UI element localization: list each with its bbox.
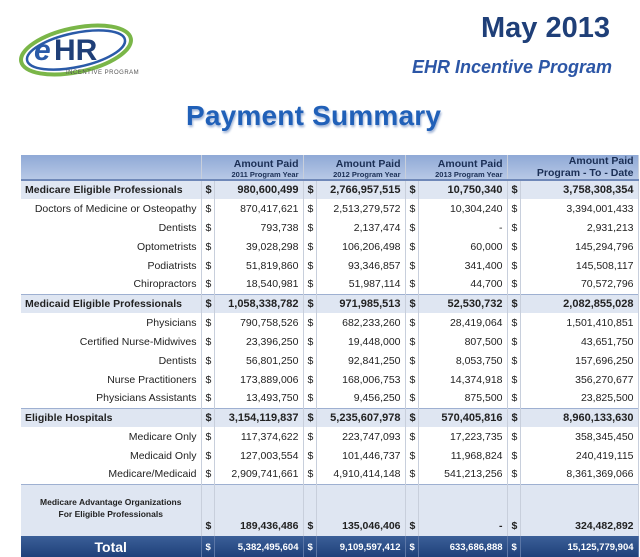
currency-symbol: $ [303,180,316,199]
column-header-line2: 2011 Program Year [231,170,299,179]
amount-cell: 2,909,741,661 [214,465,303,484]
currency-symbol: $ [201,294,214,313]
amount-cell: 10,304,240 [418,199,507,218]
currency-symbol: $ [507,536,520,557]
currency-symbol: $ [303,332,316,351]
column-header-line1: Amount Paid [233,158,299,170]
currency-symbol: $ [507,313,520,332]
amount-cell: 51,987,114 [316,275,405,294]
amount-cell: 127,003,554 [214,446,303,465]
amount-cell: 17,223,735 [418,427,507,446]
table-row [21,465,638,484]
total-amount-cell: 633,686,888 [418,536,507,557]
amount-cell: 92,841,250 [316,351,405,370]
svg-text:e: e [34,34,51,67]
ehr-logo [14,20,144,82]
amount-cell: 790,758,526 [214,313,303,332]
currency-symbol: $ [507,199,520,218]
row-label: Medicare Eligible Professionals [21,180,201,199]
advantage-row [21,484,638,536]
currency-symbol: $ [405,256,418,275]
column-header-line1: Amount Paid [437,158,503,170]
header-blank-cell [21,155,201,180]
amount-cell: - [418,484,507,536]
row-label: Dentists [21,351,201,370]
row-label: Medicare/Medicaid [21,465,201,484]
currency-symbol: $ [201,332,214,351]
amount-cell: - [418,218,507,237]
column-header-line1: Amount Paid [568,155,634,167]
amount-cell: 19,448,000 [316,332,405,351]
row-label: Medicaid Eligible Professionals [21,294,201,313]
amount-cell: 2,082,855,028 [520,294,638,313]
currency-symbol: $ [303,484,316,536]
amount-cell: 18,540,981 [214,275,303,294]
group-row [21,408,638,427]
amount-cell: 51,819,860 [214,256,303,275]
column-header-program-to-date [507,155,638,180]
row-label: Medicare Only [21,427,201,446]
currency-symbol: $ [201,218,214,237]
svg-text:HR: HR [54,34,98,67]
amount-cell: 28,419,064 [418,313,507,332]
group-row [21,180,638,199]
table-row [21,446,638,465]
currency-symbol: $ [405,536,418,557]
amount-cell: 2,513,279,572 [316,199,405,218]
amount-cell: 52,530,732 [418,294,507,313]
currency-symbol: $ [507,446,520,465]
table-row [21,313,638,332]
currency-symbol: $ [405,180,418,199]
amount-cell: 145,294,796 [520,237,638,256]
currency-symbol: $ [201,389,214,408]
currency-symbol: $ [201,275,214,294]
currency-symbol: $ [405,446,418,465]
currency-symbol: $ [405,408,418,427]
advantage-label-line2: For Eligible Professionals [58,509,163,520]
currency-symbol: $ [405,237,418,256]
amount-cell: 56,801,250 [214,351,303,370]
currency-symbol: $ [405,313,418,332]
amount-cell: 10,750,340 [418,180,507,199]
currency-symbol: $ [201,536,214,557]
column-header-line2: Program - To - Date [536,167,634,179]
total-amount-cell: 5,382,495,604 [214,536,303,557]
amount-cell: 173,889,006 [214,370,303,389]
table-row [21,237,638,256]
currency-symbol: $ [405,218,418,237]
row-label: Physicians Assistants [21,389,201,408]
amount-cell: 145,508,117 [520,256,638,275]
advantage-label-line1: Medicare Advantage Organizations [40,497,182,508]
amount-cell: 356,270,677 [520,370,638,389]
currency-symbol: $ [303,465,316,484]
currency-symbol: $ [507,370,520,389]
program-name: EHR Incentive Program [411,57,612,77]
amount-cell: 541,213,256 [418,465,507,484]
currency-symbol: $ [405,351,418,370]
amount-cell: 682,233,260 [316,313,405,332]
amount-cell: 971,985,513 [316,294,405,313]
amount-cell: 101,446,737 [316,446,405,465]
column-header-line1: Amount Paid [335,158,401,170]
amount-cell: 793,738 [214,218,303,237]
amount-cell: 341,400 [418,256,507,275]
amount-cell: 168,006,753 [316,370,405,389]
currency-symbol: $ [405,370,418,389]
currency-symbol: $ [507,237,520,256]
amount-cell: 875,500 [418,389,507,408]
row-label: Eligible Hospitals [21,408,201,427]
currency-symbol: $ [405,427,418,446]
currency-symbol: $ [303,313,316,332]
currency-symbol: $ [303,237,316,256]
amount-cell: 1,501,410,851 [520,313,638,332]
amount-cell: 8,960,133,630 [520,408,638,427]
amount-cell: 13,493,750 [214,389,303,408]
currency-symbol: $ [507,218,520,237]
row-label: Podiatrists [21,256,201,275]
amount-cell: 106,206,498 [316,237,405,256]
currency-symbol: $ [405,199,418,218]
amount-cell: 11,968,824 [418,446,507,465]
currency-symbol: $ [201,313,214,332]
row-label: Doctors of Medicine or Osteopathy [21,199,201,218]
amount-cell: 980,600,499 [214,180,303,199]
amount-cell: 43,651,750 [520,332,638,351]
table-body [21,180,638,557]
page-title: Payment Summary [186,100,442,131]
currency-symbol: $ [507,351,520,370]
currency-symbol: $ [201,446,214,465]
currency-symbol: $ [201,465,214,484]
currency-symbol: $ [303,427,316,446]
amount-cell: 39,028,298 [214,237,303,256]
row-label: Optometrists [21,237,201,256]
amount-cell: 223,747,093 [316,427,405,446]
currency-symbol: $ [201,256,214,275]
currency-symbol: $ [303,351,316,370]
column-header-line2: 2013 Program Year [435,170,503,179]
table-row [21,351,638,370]
amount-cell: 8,053,750 [418,351,507,370]
table-row [21,256,638,275]
total-row [21,536,638,557]
currency-symbol: $ [303,275,316,294]
currency-symbol: $ [507,275,520,294]
amount-cell: 44,700 [418,275,507,294]
amount-cell: 189,436,486 [214,484,303,536]
currency-symbol: $ [303,294,316,313]
currency-symbol: $ [405,465,418,484]
logo-subtext: INCENTIVE PROGRAM [66,70,140,76]
page-header [0,0,640,150]
row-label: Certified Nurse-Midwives [21,332,201,351]
amount-cell: 70,572,796 [520,275,638,294]
total-label: Total [21,536,201,557]
currency-symbol: $ [201,199,214,218]
amount-cell: 2,931,213 [520,218,638,237]
currency-symbol: $ [303,370,316,389]
total-amount-cell: 15,125,779,904 [520,536,638,557]
amount-cell: 9,456,250 [316,389,405,408]
column-header-2012 [303,155,405,180]
currency-symbol: $ [201,370,214,389]
currency-symbol: $ [507,332,520,351]
column-header-2013 [405,155,507,180]
amount-cell: 358,345,450 [520,427,638,446]
currency-symbol: $ [201,180,214,199]
amount-cell: 23,825,500 [520,389,638,408]
currency-symbol: $ [303,256,316,275]
currency-symbol: $ [201,484,214,536]
advantage-label [21,484,201,536]
amount-cell: 157,696,250 [520,351,638,370]
currency-symbol: $ [507,294,520,313]
table-row [21,199,638,218]
currency-symbol: $ [303,389,316,408]
amount-cell: 3,394,001,433 [520,199,638,218]
amount-cell: 14,374,918 [418,370,507,389]
payment-summary-table [21,155,639,557]
total-amount-cell: 9,109,597,412 [316,536,405,557]
currency-symbol: $ [507,256,520,275]
currency-symbol: $ [507,465,520,484]
currency-symbol: $ [201,427,214,446]
group-row [21,294,638,313]
currency-symbol: $ [507,408,520,427]
table-row [21,218,638,237]
amount-cell: 1,058,338,782 [214,294,303,313]
table-header-row [21,155,638,180]
currency-symbol: $ [201,237,214,256]
amount-cell: 8,361,369,066 [520,465,638,484]
amount-cell: 870,417,621 [214,199,303,218]
amount-cell: 2,137,474 [316,218,405,237]
row-label: Medicaid Only [21,446,201,465]
row-label: Dentists [21,218,201,237]
currency-symbol: $ [303,446,316,465]
amount-cell: 2,766,957,515 [316,180,405,199]
amount-cell: 5,235,607,978 [316,408,405,427]
currency-symbol: $ [201,351,214,370]
row-label: Nurse Practitioners [21,370,201,389]
table-row [21,275,638,294]
currency-symbol: $ [303,199,316,218]
row-label: Physicians [21,313,201,332]
currency-symbol: $ [405,332,418,351]
table-row [21,332,638,351]
currency-symbol: $ [303,218,316,237]
amount-cell: 4,910,414,148 [316,465,405,484]
amount-cell: 23,396,250 [214,332,303,351]
amount-cell: 60,000 [418,237,507,256]
currency-symbol: $ [507,389,520,408]
currency-symbol: $ [303,408,316,427]
currency-symbol: $ [405,275,418,294]
table-row [21,389,638,408]
currency-symbol: $ [405,294,418,313]
amount-cell: 3,758,308,354 [520,180,638,199]
amount-cell: 93,346,857 [316,256,405,275]
table-row [21,370,638,389]
currency-symbol: $ [303,536,316,557]
row-label: Chiropractors [21,275,201,294]
amount-cell: 324,482,892 [520,484,638,536]
currency-symbol: $ [405,389,418,408]
table-row [21,427,638,446]
currency-symbol: $ [507,427,520,446]
amount-cell: 117,374,622 [214,427,303,446]
column-header-2011 [201,155,303,180]
amount-cell: 3,154,119,837 [214,408,303,427]
amount-cell: 135,046,406 [316,484,405,536]
currency-symbol: $ [201,408,214,427]
amount-cell: 240,419,115 [520,446,638,465]
currency-symbol: $ [405,484,418,536]
amount-cell: 570,405,816 [418,408,507,427]
column-header-line2: 2012 Program Year [333,170,401,179]
amount-cell: 807,500 [418,332,507,351]
currency-symbol: $ [507,484,520,536]
report-month: May 2013 [481,12,610,44]
currency-symbol: $ [507,180,520,199]
